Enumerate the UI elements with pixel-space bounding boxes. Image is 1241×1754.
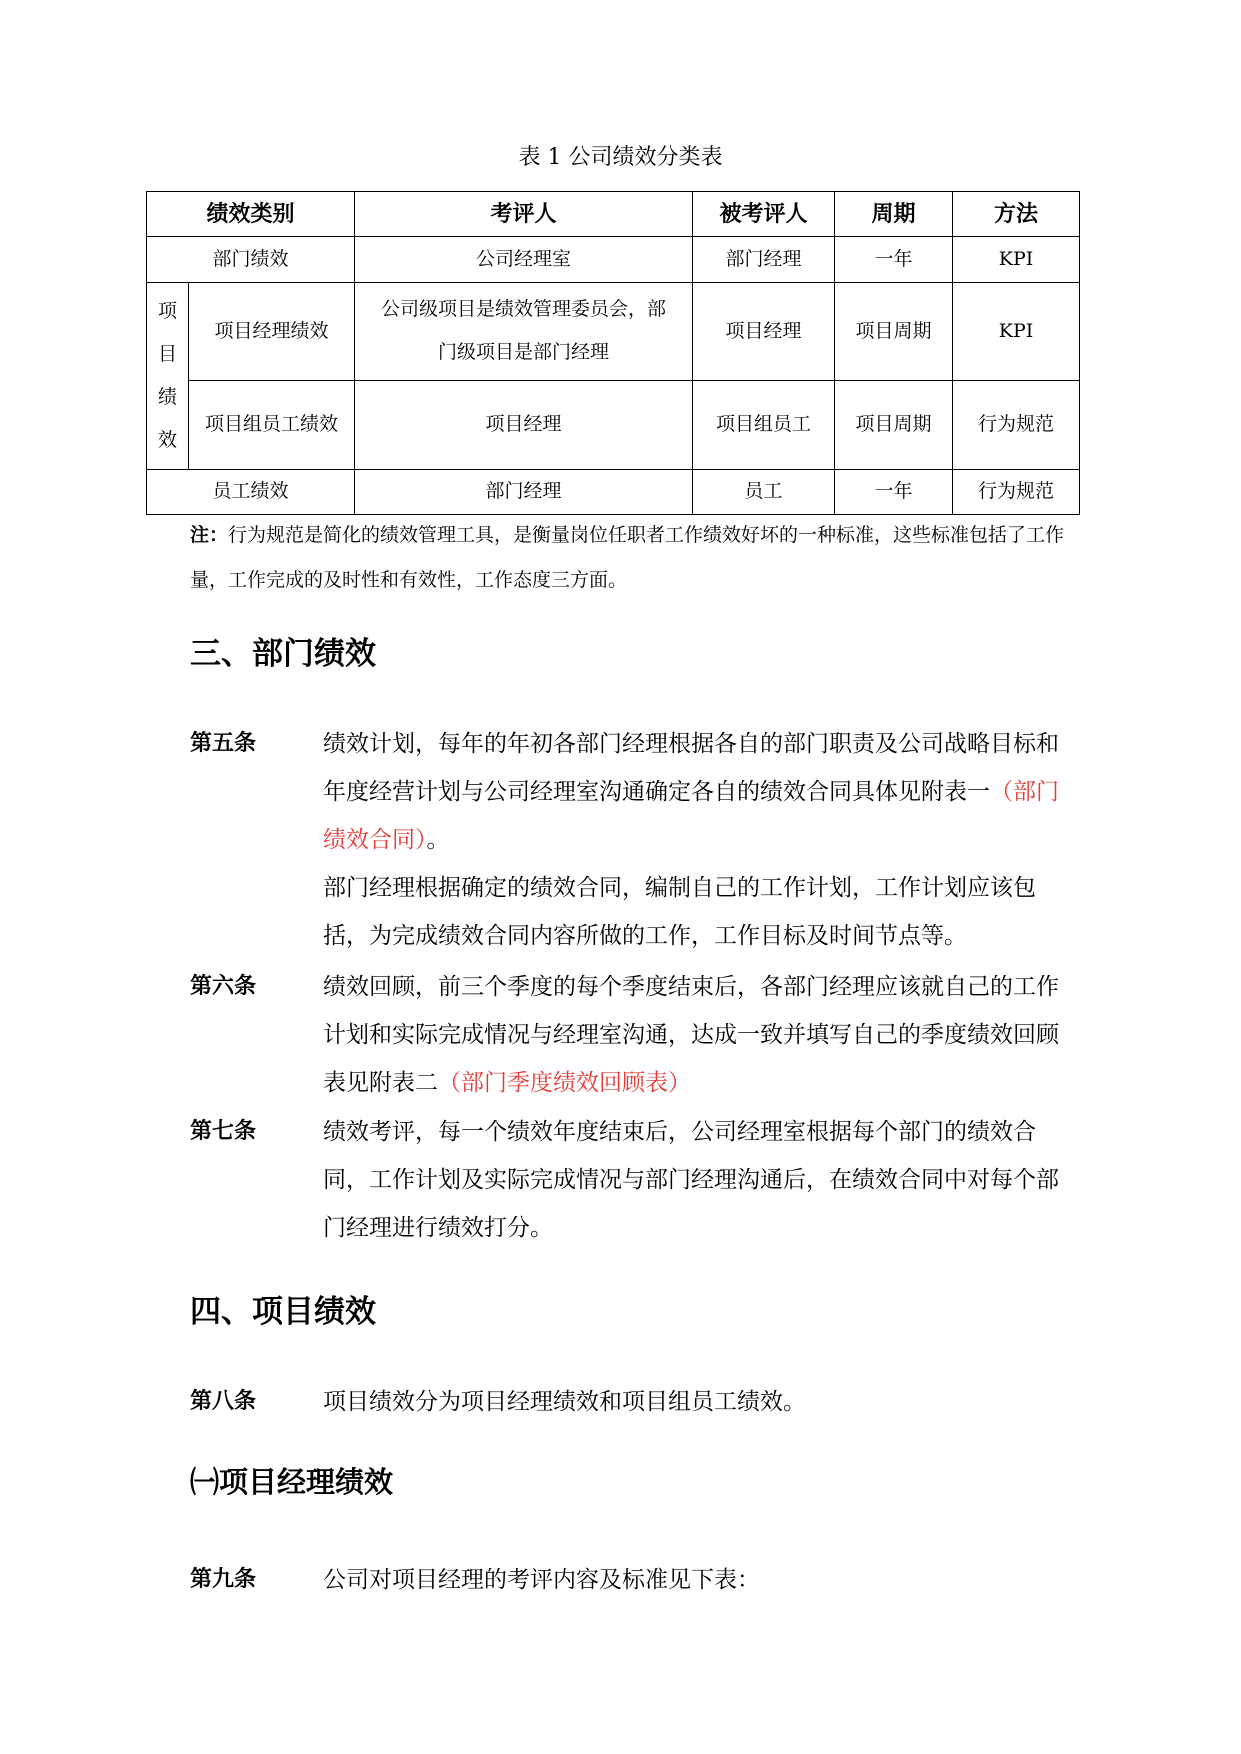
article-text: 。 bbox=[426, 827, 450, 853]
table-cell: KPI bbox=[953, 237, 1080, 282]
table-cell: 项目组员工绩效 bbox=[189, 381, 355, 469]
table-cell: 项目周期 bbox=[835, 381, 953, 469]
article-red-ref: （部门季度绩效回顾表） bbox=[438, 1070, 691, 1096]
header-category: 绩效类别 bbox=[147, 192, 355, 237]
article-label: 第六条 bbox=[190, 974, 257, 999]
header-method: 方法 bbox=[953, 192, 1080, 237]
section-heading-3: 三、部门绩效 bbox=[190, 636, 376, 672]
table-cell: 一年 bbox=[835, 469, 953, 514]
table-cell: 部门经理 bbox=[693, 237, 835, 282]
article-body: 项目绩效分为项目经理绩效和项目组员工绩效。 bbox=[323, 1389, 806, 1415]
table-cell: 行为规范 bbox=[953, 381, 1080, 469]
table-cell: 公司经理室 bbox=[355, 237, 693, 282]
table-cell: 项目经理绩效 bbox=[189, 282, 355, 381]
table-row bbox=[147, 237, 1080, 282]
article-text: 部门经理根据确定的绩效合同，编制自己的工作计划，工作计划应该包括，为完成绩效合同内容所做的工作，工作目标及时间节点等。 bbox=[323, 875, 1036, 949]
article-text: 绩效回顾，前三个季度的每个季度结束后，各部门经理应该就自己的工作计划和实际完成情况与经理室沟通，达成一致并填写自己的季度绩效回顾表见附表二 bbox=[323, 974, 1059, 1096]
subsection-heading: ㈠项目经理绩效 bbox=[190, 1465, 394, 1499]
article-text: 绩效计划，每年的年初各部门经理根据各自的部门职责及公司战略目标和年度经营计划与公司经理室沟通确定各自的绩效合同具体见附表一 bbox=[323, 731, 1059, 805]
table-cell: 公司级项目是绩效管理委员会，部门级项目是部门经理 bbox=[355, 282, 693, 381]
group-label-cell bbox=[147, 282, 189, 469]
note-label: 注： bbox=[190, 524, 229, 546]
note-text: 行为规范是简化的绩效管理工具，是衡量岗位任职者工作绩效好坏的一种标准，这些标准包括了工作量，工作完成的及时性和有效性，工作态度三方面。 bbox=[190, 524, 1065, 591]
header-evaluatee: 被考评人 bbox=[693, 192, 835, 237]
table-cell: 一年 bbox=[835, 237, 953, 282]
table-caption: 表 1 公司绩效分类表 bbox=[518, 145, 723, 170]
group-label-char: 效 bbox=[157, 428, 177, 451]
article-body: 公司对项目经理的考评内容及标准见下表： bbox=[323, 1567, 760, 1593]
group-label-char: 项 bbox=[157, 299, 177, 322]
group-label-char: 绩 bbox=[157, 385, 177, 408]
table-cell: 部门经理 bbox=[355, 469, 693, 514]
table-note bbox=[190, 513, 1070, 603]
table-row bbox=[147, 282, 1080, 381]
article-body bbox=[323, 720, 1073, 960]
article-label: 第九条 bbox=[190, 1567, 257, 1592]
table-cell: 员工绩效 bbox=[147, 469, 355, 514]
header-period: 周期 bbox=[835, 192, 953, 237]
table-cell: 员工 bbox=[693, 469, 835, 514]
table-row bbox=[147, 469, 1080, 514]
table-cell: 项目周期 bbox=[835, 282, 953, 381]
article-red-ref: （部门绩效合同） bbox=[323, 779, 1059, 853]
table-cell: 项目组员工 bbox=[693, 381, 835, 469]
table-header-row bbox=[147, 192, 1080, 237]
article-label: 第八条 bbox=[190, 1389, 257, 1414]
header-evaluator: 考评人 bbox=[355, 192, 693, 237]
article-body: 绩效考评，每一个绩效年度结束后，公司经理室根据每个部门的绩效合同，工作计划及实际完成情况与部门经理沟通后，在绩效合同中对每个部门经理进行绩效打分。 bbox=[323, 1119, 1059, 1241]
table-cell: KPI bbox=[953, 282, 1080, 381]
article-label: 第五条 bbox=[190, 731, 257, 756]
group-label-char: 目 bbox=[157, 342, 177, 365]
table-cell: 项目经理 bbox=[355, 381, 693, 469]
section-heading-4: 四、项目绩效 bbox=[190, 1294, 376, 1330]
table-cell: 项目经理 bbox=[693, 282, 835, 381]
performance-table bbox=[146, 191, 1080, 515]
article-body bbox=[323, 963, 1073, 1107]
table-cell: 行为规范 bbox=[953, 469, 1080, 514]
table-row bbox=[147, 381, 1080, 469]
article-label: 第七条 bbox=[190, 1119, 257, 1144]
table-cell: 部门绩效 bbox=[147, 237, 355, 282]
